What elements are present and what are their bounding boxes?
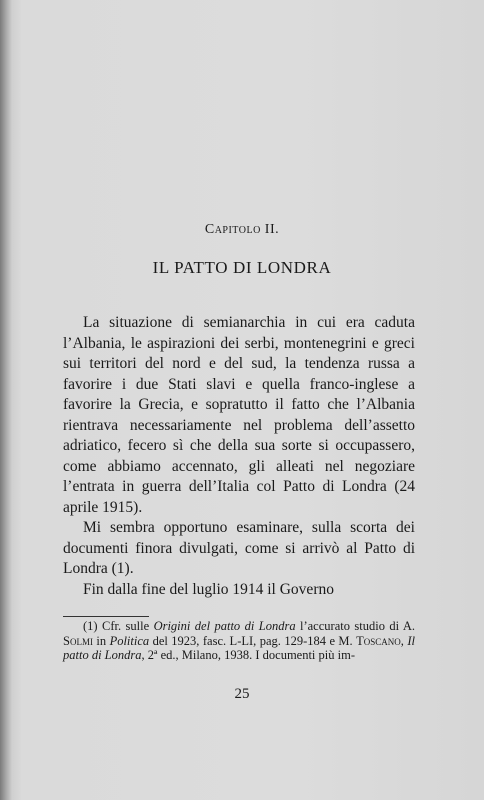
footnote [63,619,415,663]
footnote-text-1: (1) Cfr. sulle [83,619,154,633]
paragraph-2: Mi sembra opportuno esaminare, sulla scorta dei documenti finora divulgati, come si arrivò al Patto di Londra (1). [63,519,415,577]
footnote-author-1: Solmi [63,633,93,648]
paragraph-3: Fin dalla fine del luglio 1914 il Governo [83,580,334,598]
footnote-text-5: , [400,633,408,648]
paragraph-1: La situazione di semianarchia in cui era caduta l’Albania, le aspirazioni dei serbi, montenegrini e greci sui territori del nord e del sud, la tendenza russa a favorire i due Stati slavi e quella franco-inglese a favorire la Grecia, e sopratutto il fatto che l’Albania rientrava necessariamente nel problema dell’assetto adriatico, fecero sì che della sua sorte si occupassero, come abbiamo accennato, gli alleati nel negoziare l’entrata in guerra dell’Italia col Patto di Londra (24 aprile 1915). [63,314,415,516]
page-number: 25 [234,686,250,702]
footnote-text-6: , 2ª ed., Milano, 1938. I documenti più im- [141,648,355,662]
footnote-text-4: del 1923, fasc. L-LI, pag. 129-184 e M. [149,633,357,648]
chapter-title: IL PATTO DI LONDRA [152,258,332,277]
footnote-author-2: Toscano [356,633,401,648]
footnote-italic-3: Il patto di Londra [63,633,415,662]
footnote-italic-2: Politica [109,633,150,648]
footnote-divider [63,616,149,617]
body-text [63,313,415,600]
footnote-text-2: l’accurato studio di A. [295,619,415,633]
chapter-label: Capitolo II. [204,222,280,237]
footnote-italic-1: Origini del patto di Londra [153,619,296,633]
footnote-text-3: in [92,633,110,648]
